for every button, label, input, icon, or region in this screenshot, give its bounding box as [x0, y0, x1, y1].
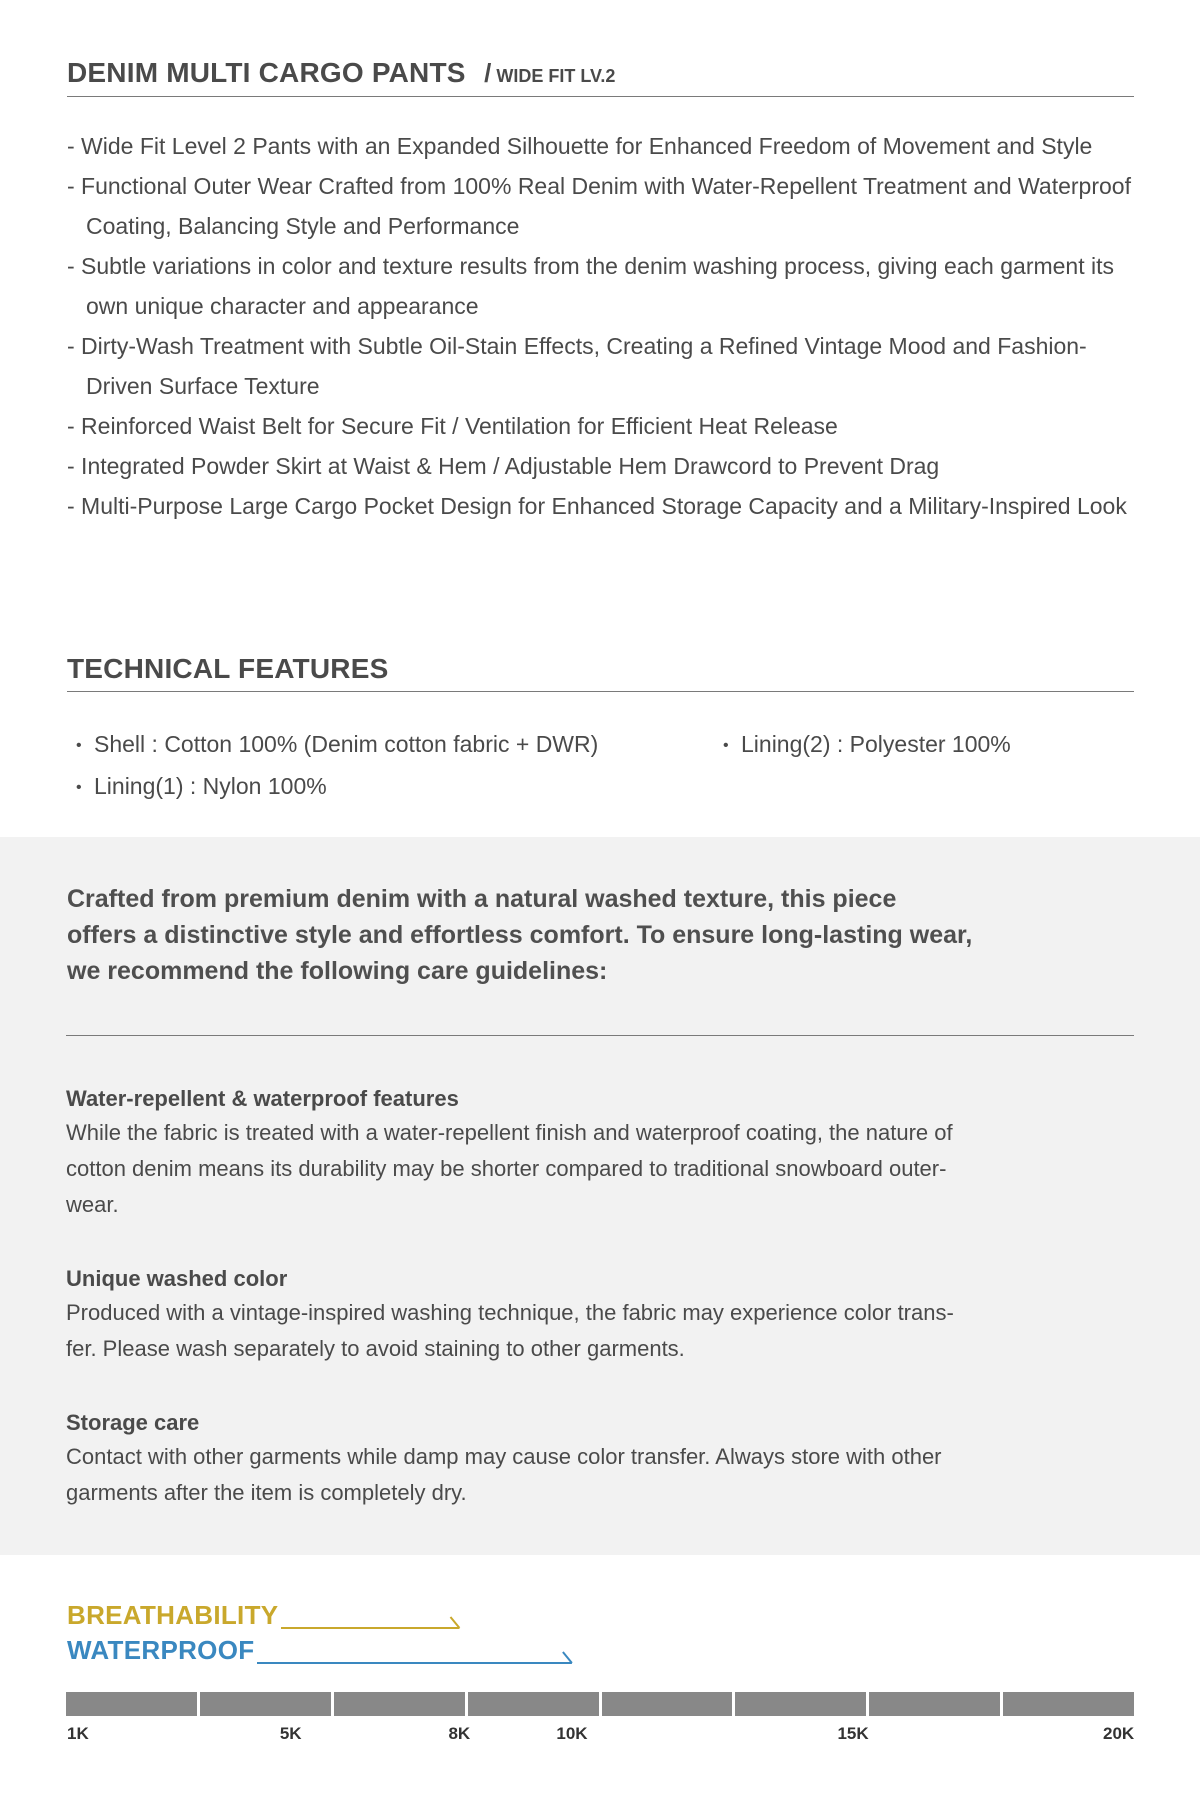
- feature-item: - Integrated Powder Skirt at Waist & Hem / Adjustable Hem Drawcord to Prevent Drag: [67, 453, 940, 479]
- scale-tick-label: 5K: [279, 1724, 302, 1743]
- care-heading: Unique washed color: [66, 1266, 288, 1291]
- product-fit-label: WIDE FIT LV.2: [496, 66, 616, 86]
- care-divider: [66, 1035, 1134, 1036]
- product-title: DENIM MULTI CARGO PANTS: [67, 57, 466, 88]
- care-intro-line: we recommend the following care guidelines:: [67, 957, 608, 985]
- care-section: [0, 837, 1200, 1555]
- scale-tick-label: 20K: [1103, 1724, 1135, 1743]
- technical-column-right: [723, 724, 1011, 766]
- technical-title-row: [67, 653, 1134, 692]
- scale-segment: [468, 1692, 599, 1716]
- technical-column-left: [76, 724, 598, 808]
- scale-segment: [735, 1692, 866, 1716]
- technical-item-text: Lining(2) : Polyester 100%: [741, 731, 1011, 757]
- bullet-dot-icon: •: [76, 737, 82, 754]
- title-slash: /: [484, 58, 492, 88]
- care-intro-line: offers a distinctive style and effortless comfort. To ensure long-lasting wear,: [67, 921, 973, 949]
- care-line: fer. Please wash separately to avoid staining to other garments.: [66, 1336, 685, 1361]
- technical-title: TECHNICAL FEATURES: [67, 653, 389, 684]
- scale-tick-label: 1K: [67, 1724, 89, 1743]
- waterproof-arrow-head-icon: [563, 1652, 572, 1663]
- scale-segment: [602, 1692, 733, 1716]
- care-intro-line: Crafted from premium denim with a natural washed texture, this piece: [67, 885, 897, 913]
- scale-tick-label: 15K: [837, 1724, 869, 1743]
- feature-item: - Subtle variations in color and texture results from the denim washing process, giving each garment its own unique character and appearance: [67, 253, 1115, 319]
- care-block-waterproof: [66, 1083, 1136, 1223]
- scale-segment: [334, 1692, 465, 1716]
- care-intro: [67, 881, 1067, 989]
- bullet-dot-icon: •: [723, 737, 729, 754]
- care-line: wear.: [66, 1192, 119, 1217]
- technical-item-text: Shell : Cotton 100% (Denim cotton fabric + DWR): [94, 731, 599, 757]
- feature-item: - Dirty-Wash Treatment with Subtle Oil-Stain Effects, Creating a Refined Vintage Mood and Fashion-Driven Surface Texture: [67, 333, 1087, 399]
- breathability-arrow-head-icon: [450, 1617, 459, 1628]
- care-line: garments after the item is completely dry.: [66, 1480, 467, 1505]
- technical-item-text: Lining(1) : Nylon 100%: [94, 773, 327, 799]
- care-line: Contact with other garments while damp may cause color transfer. Always store with other: [66, 1444, 942, 1469]
- product-fit: [484, 58, 616, 88]
- care-line: While the fabric is treated with a water-repellent finish and waterproof coating, the nature of: [66, 1120, 953, 1145]
- technical-item: [76, 724, 598, 766]
- scale-segment: [869, 1692, 1000, 1716]
- technical-item: [723, 724, 1011, 766]
- feature-item: - Reinforced Waist Belt for Secure Fit / Ventilation for Efficient Heat Release: [67, 413, 838, 439]
- scale-segment: [1003, 1692, 1134, 1716]
- care-line: Produced with a vintage-inspired washing technique, the fabric may experience color trans-: [66, 1300, 954, 1325]
- performance-arrows: [66, 1600, 1134, 1692]
- product-title-row: [67, 57, 1134, 97]
- feature-item: - Multi-Purpose Large Cargo Pocket Design for Enhanced Storage Capacity and a Military-Inspired Look: [67, 493, 1127, 519]
- scale-tick-label: 8K: [448, 1724, 471, 1743]
- scale-segment: [66, 1692, 197, 1716]
- waterproof-label: WATERPROOF: [67, 1635, 255, 1665]
- performance-meter: [66, 1600, 1134, 1760]
- feature-item: - Functional Outer Wear Crafted from 100% Real Denim with Water-Repellent Treatment and Waterproof Coating, Balancing Style and Performance: [67, 173, 1131, 239]
- bullet-dot-icon: •: [76, 779, 82, 796]
- scale-tick-label: 10K: [556, 1724, 588, 1743]
- care-block-storage: [66, 1407, 1136, 1511]
- care-heading: Storage care: [66, 1410, 200, 1435]
- care-line: cotton denim means its durability may be shorter compared to traditional snowboard outer-: [66, 1156, 947, 1181]
- care-block-washed-color: [66, 1263, 1136, 1367]
- feature-item: - Wide Fit Level 2 Pants with an Expanded Silhouette for Enhanced Freedom of Movement and Style: [67, 133, 1093, 159]
- scale-segment: [200, 1692, 331, 1716]
- breathability-label: BREATHABILITY: [67, 1600, 279, 1630]
- feature-list: [67, 126, 1147, 526]
- technical-item: [76, 766, 598, 808]
- care-heading: Water-repellent & waterproof features: [66, 1086, 459, 1111]
